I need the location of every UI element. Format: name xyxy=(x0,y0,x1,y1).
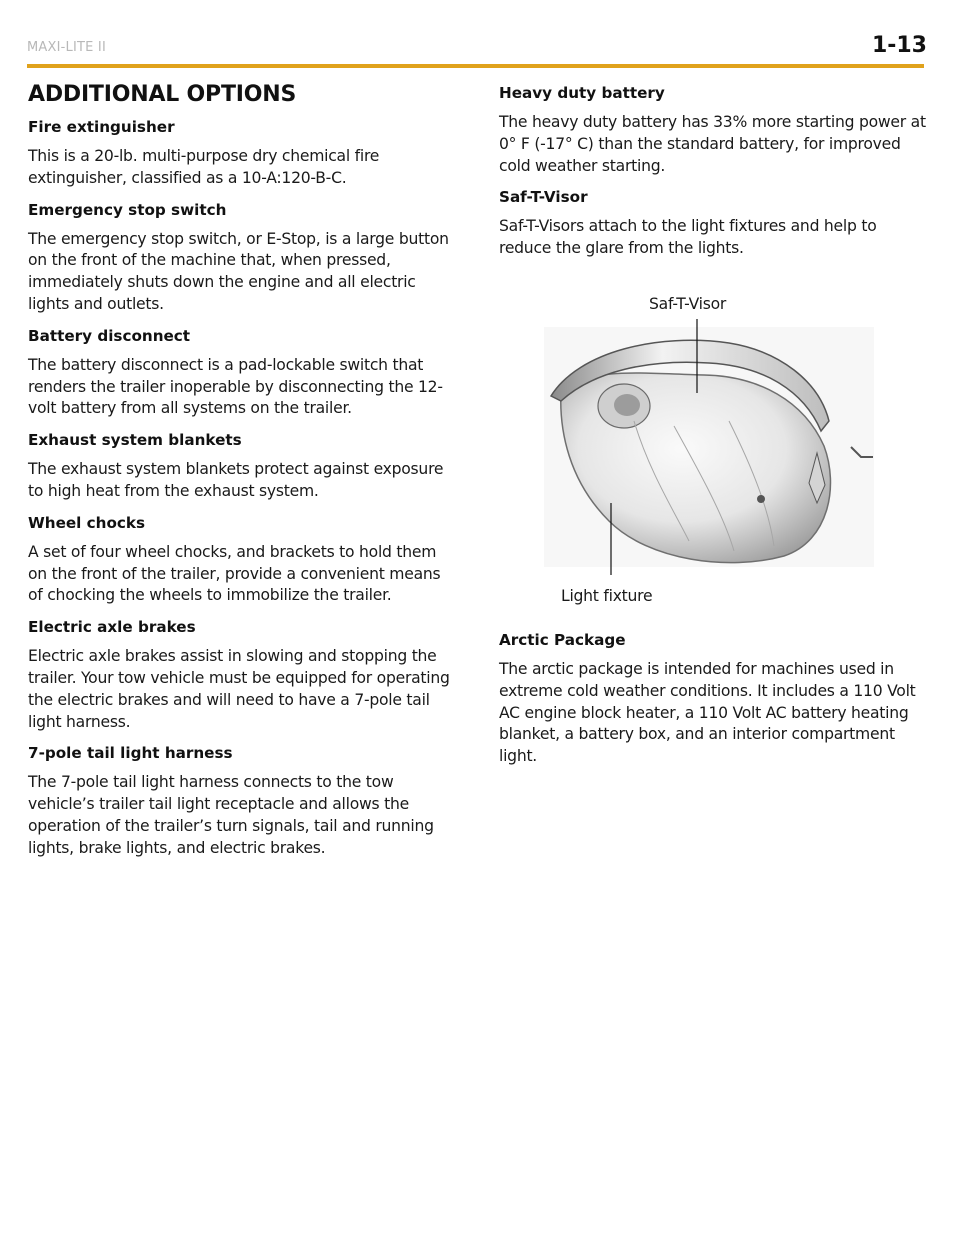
light-fixture-illustration xyxy=(499,271,927,631)
body-electric-brakes: Electric axle brakes assist in slowing and stopping the trailer. Your tow vehicle must be equipped for operating the electric brakes and will need to have a 7-pole tail light harness. xyxy=(28,647,450,731)
heading-wheel-chocks: Wheel chocks xyxy=(28,513,146,532)
body-arctic-package: The arctic package is intended for machines used in extreme cold weather conditions. It includes a 110 Volt AC engine block heater, a 110 Volt AC battery heating blanket, a battery box, and an interior compartment light. xyxy=(499,659,916,766)
body-battery-disconnect: The battery disconnect is a pad-lockable switch that renders the trailer inoperable by disconnecting the 12-volt battery from all systems on the trailer. xyxy=(28,355,443,418)
body-fire-extinguisher: This is a 20-lb. multi-purpose dry chemical fire extinguisher, classified as a 10-A:120-B-C. xyxy=(28,147,380,187)
light-fixture-figure xyxy=(499,271,927,631)
section-title: ADDITIONAL OPTIONS xyxy=(28,82,297,107)
body-saf-t-visor: Saf-T-Visors attach to the light fixtures and help to reduce the glare from the lights. xyxy=(499,217,877,258)
header-rule xyxy=(27,64,924,68)
fixture-bolt xyxy=(757,495,765,503)
heading-battery-disconnect: Battery disconnect xyxy=(28,326,191,345)
heading-saf-t-visor: Saf-T-Visor xyxy=(499,188,588,207)
left-column xyxy=(28,82,456,871)
heading-fire-extinguisher: Fire extinguisher xyxy=(28,118,175,136)
heading-emergency-stop: Emergency stop switch xyxy=(28,200,227,219)
heading-electric-brakes: Electric axle brakes xyxy=(28,618,196,637)
label-saf-t-visor: Saf-T-Visor xyxy=(649,294,727,313)
label-light-fixture: Light fixture xyxy=(561,586,653,605)
body-exhaust-blankets: The exhaust system blankets protect against exposure to high heat from the exhaust system. xyxy=(28,460,444,500)
right-column xyxy=(499,84,927,779)
body-tail-light-harness: The 7-pole tail light harness connects to the tow vehicle’s trailer tail light receptacle and allows the operation of the trailer’s turn signals, tail and running lights, brake lights, and electric brakes. xyxy=(28,773,434,857)
body-heavy-duty-battery: The heavy duty battery has 33% more starting power at 0° F (-17° C) than the standard battery, for improved cold weather starting. xyxy=(499,113,926,175)
body-emergency-stop: The emergency stop switch, or E-Stop, is a large button on the front of the machine that, when pressed, immediately shuts down the engine and all electric lights and outlets. xyxy=(28,229,449,313)
heading-tail-light-harness: 7-pole tail light harness xyxy=(28,744,233,763)
lamp-bulb-base xyxy=(614,394,640,416)
heading-arctic-package: Arctic Package xyxy=(499,630,626,649)
body-wheel-chocks: A set of four wheel chocks, and brackets to hold them on the front of the trailer, provide a convenient means of chocking the wheels to immobilize the trailer. xyxy=(28,542,441,605)
page-number: 1-13 xyxy=(871,33,927,58)
manual-product-name: MAXI-LITE II xyxy=(27,40,106,55)
heading-heavy-duty-battery: Heavy duty battery xyxy=(499,84,665,102)
heading-exhaust-blankets: Exhaust system blankets xyxy=(28,431,242,450)
